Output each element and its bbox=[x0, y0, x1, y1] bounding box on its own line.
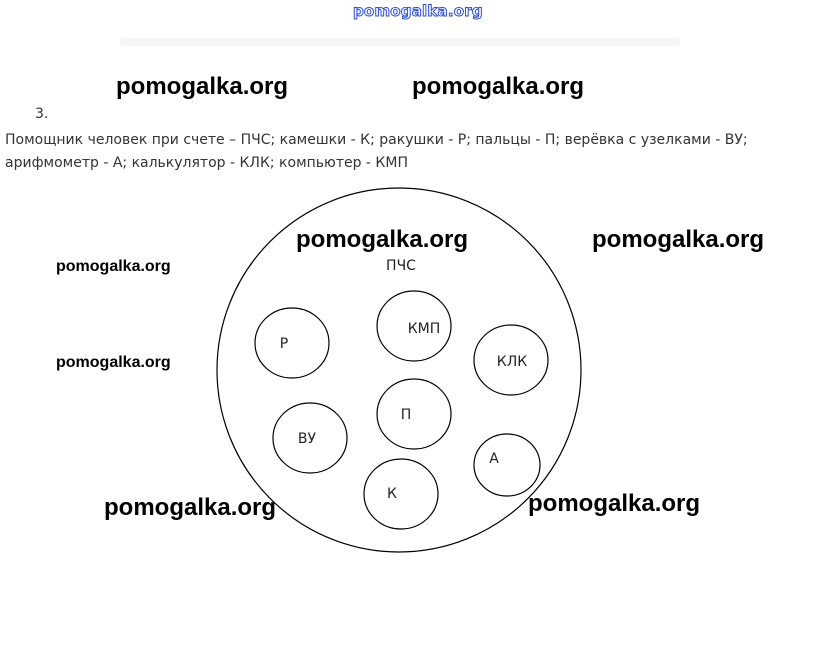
task-line-1: Помощник человек при счете – ПЧС; камешки - К; ракушки - Р; пальцы - П; верёвка с узелками - ВУ; bbox=[5, 132, 748, 148]
task-number: 3. bbox=[35, 106, 49, 122]
set-circle-a bbox=[474, 434, 540, 496]
site-link[interactable]: pomogalka.org bbox=[353, 2, 483, 20]
watermark: pomogalka.org bbox=[592, 226, 765, 253]
set-label-r: Р bbox=[279, 336, 289, 352]
watermark: pomogalka.org bbox=[296, 226, 469, 253]
set-circle-p bbox=[377, 379, 451, 449]
watermark: pomogalka.org bbox=[412, 73, 585, 100]
set-label-vu: ВУ bbox=[297, 431, 317, 447]
watermark: pomogalka.org bbox=[116, 73, 289, 100]
watermark: pomogalka.org bbox=[56, 354, 171, 371]
set-label-kmp: КМП bbox=[407, 321, 441, 337]
outer-set-label: ПЧС bbox=[386, 258, 416, 274]
watermark: pomogalka.org bbox=[528, 490, 701, 517]
set-label-p: П bbox=[400, 407, 412, 423]
set-circle-k bbox=[364, 459, 438, 529]
watermark: pomogalka.org bbox=[56, 258, 171, 275]
set-circle-r bbox=[255, 308, 329, 378]
task-line-2: арифмометр - А; калькулятор - КЛК; компьютер - КМП bbox=[5, 155, 408, 171]
set-label-klk: КЛК bbox=[496, 354, 528, 370]
set-label-k: К bbox=[387, 486, 397, 502]
watermark: pomogalka.org bbox=[104, 494, 277, 521]
set-label-a: А bbox=[489, 451, 499, 467]
